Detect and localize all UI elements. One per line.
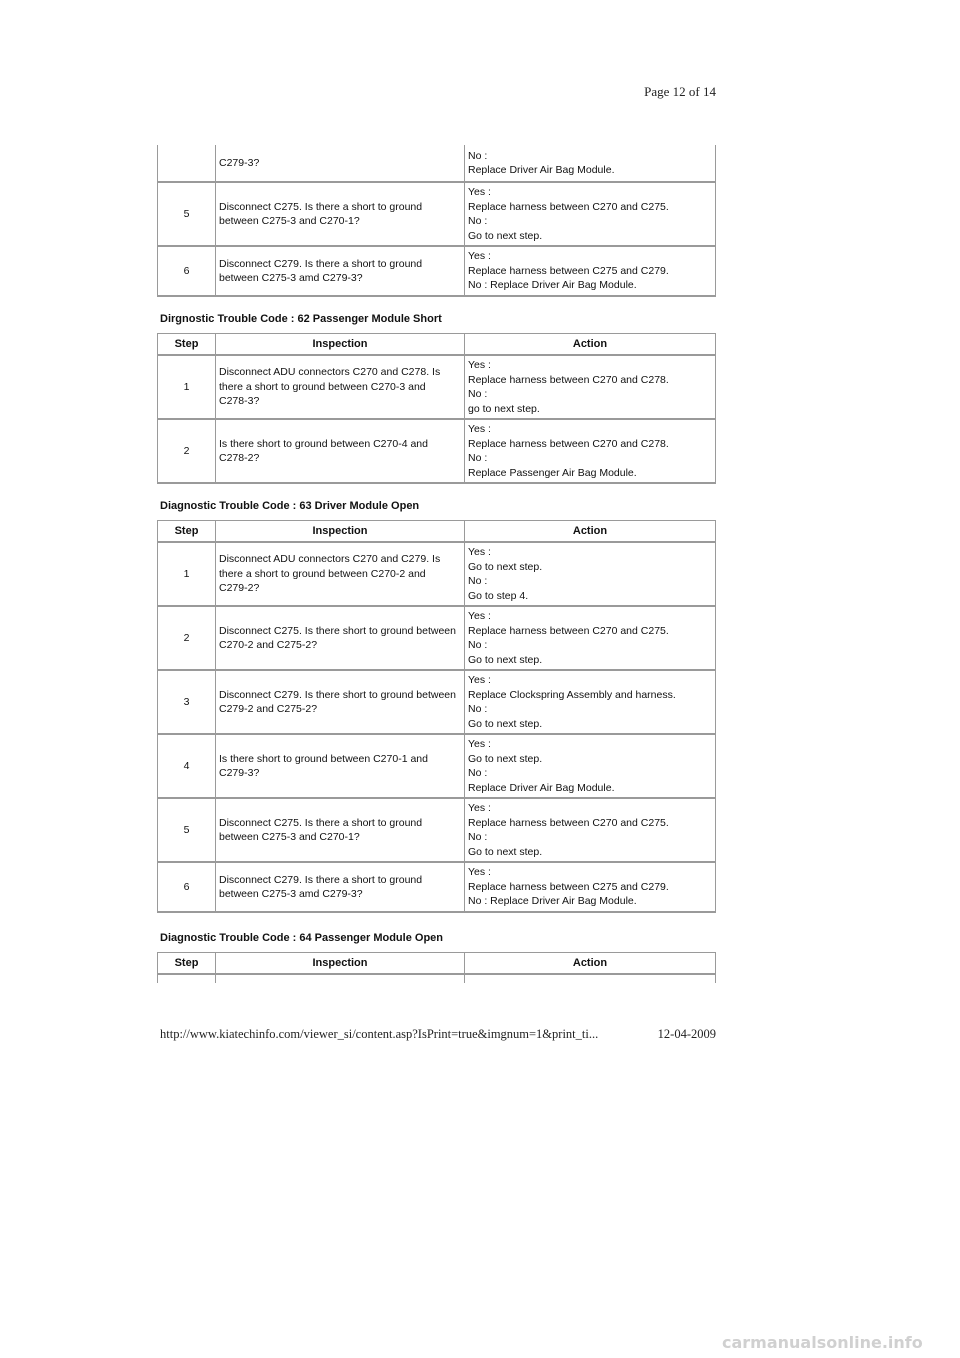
action-line: No : Replace Driver Air Bag Module. — [468, 279, 637, 292]
print-date: 12-04-2009 — [657, 1027, 716, 1041]
action-line: Yes : — [468, 866, 491, 879]
action-cell — [465, 145, 716, 182]
action-header: Action — [465, 334, 716, 356]
action-line: No : Replace Driver Air Bag Module. — [468, 895, 637, 908]
action-line: Replace Clockspring Assembly and harness. — [468, 688, 676, 701]
inspection-cell: Disconnect C279. Is there a short to ground between C275-3 amd C279-3? — [216, 862, 465, 912]
table-row — [158, 606, 716, 670]
action-line: Go to next step. — [468, 229, 543, 242]
inspection-cell — [216, 974, 465, 983]
table-row — [158, 355, 716, 419]
step-cell: 6 — [158, 246, 216, 296]
inspection-cell: Disconnect C275. Is there a short to ground between C275-3 and C270-1? — [216, 798, 465, 862]
action-cell — [465, 734, 716, 798]
action-line: No : — [468, 703, 488, 715]
inspection-cell: Disconnect C279. Is there short to ground between C279-2 and C275-2? — [216, 670, 465, 734]
action-line: No : — [468, 149, 488, 162]
action-line: Go to next step. — [468, 653, 543, 666]
action-line: Go to next step. — [468, 845, 543, 858]
action-line: Replace Passenger Air Bag Module. — [468, 466, 637, 479]
site-watermark: carmanualsonline.info — [722, 1333, 923, 1352]
table-row — [158, 145, 716, 182]
inspection-cell: C279-3? — [216, 145, 465, 182]
inspection-cell: Disconnect C275. Is there short to ground between C270-2 and C275-2? — [216, 606, 465, 670]
table-row — [158, 182, 716, 246]
table-row — [158, 734, 716, 798]
inspection-header: Inspection — [216, 334, 465, 356]
step-cell: 5 — [158, 798, 216, 862]
step-cell: 5 — [158, 182, 216, 246]
action-line: Yes : — [468, 186, 491, 198]
step-header: Step — [158, 521, 216, 543]
inspection-cell: Is there short to ground between C270-4 and C278-2? — [216, 419, 465, 483]
action-line: Go to step 4. — [468, 589, 529, 602]
page-footer — [160, 1027, 716, 1042]
inspection-header: Inspection — [216, 953, 465, 975]
action-cell — [465, 182, 716, 246]
action-line: Replace Driver Air Bag Module. — [468, 164, 615, 176]
page-number: Page 12 of 14 — [644, 84, 716, 99]
step-cell: 1 — [158, 355, 216, 419]
step-cell: 1 — [158, 542, 216, 606]
section-title-dtc-62: Dirgnostic Trouble Code : 62 Passenger Module Short — [160, 313, 442, 325]
action-cell — [465, 798, 716, 862]
action-line: Yes : — [468, 546, 491, 558]
action-cell — [465, 419, 716, 483]
table-header-row — [158, 521, 716, 543]
table-row — [158, 974, 716, 983]
inspection-cell: Disconnect ADU connectors C270 and C278. Is there a short to ground between C270-3 and C278-3? — [216, 355, 465, 419]
action-cell — [465, 974, 716, 983]
table-row — [158, 419, 716, 483]
action-line: Go to next step. — [468, 560, 543, 573]
action-line: Replace harness between C270 and C275. — [468, 816, 669, 829]
action-line: Yes : — [468, 674, 491, 686]
action-line: No : — [468, 767, 488, 779]
action-header: Action — [465, 521, 716, 543]
step-cell: 2 — [158, 606, 216, 670]
inspection-cell: Disconnect ADU connectors C270 and C279. Is there a short to ground between C270-2 and C279-2? — [216, 542, 465, 606]
action-line: Replace harness between C270 and C275. — [468, 624, 669, 637]
section-title-dtc-63: Diagnostic Trouble Code : 63 Driver Module Open — [160, 500, 420, 512]
action-line: Replace harness between C275 and C279. — [468, 880, 669, 893]
action-cell — [465, 355, 716, 419]
dtc-62-table — [157, 333, 716, 484]
step-cell: 3 — [158, 670, 216, 734]
action-line: go to next step. — [468, 402, 540, 415]
inspection-cell: Is there short to ground between C270-1 and C279-3? — [216, 734, 465, 798]
action-line: Replace harness between C270 and C275. — [468, 200, 669, 213]
step-cell — [158, 145, 216, 182]
source-url: http://www.kiatechinfo.com/viewer_si/content.asp?IsPrint=true&imgnum=1&print_ti... — [160, 1027, 599, 1041]
action-line: Yes : — [468, 359, 491, 371]
step-cell: 6 — [158, 862, 216, 912]
action-cell — [465, 862, 716, 912]
action-line: Replace harness between C270 and C278. — [468, 373, 669, 386]
action-line: Go to next step. — [468, 717, 543, 730]
action-line: No : — [468, 215, 488, 227]
action-line: No : — [468, 639, 488, 651]
action-line: Replace harness between C270 and C278. — [468, 437, 669, 450]
step-cell: 2 — [158, 419, 216, 483]
action-cell — [465, 542, 716, 606]
step-header: Step — [158, 953, 216, 975]
action-cell — [465, 670, 716, 734]
action-header: Action — [465, 953, 716, 975]
action-line: No : — [468, 388, 488, 400]
action-line: No : — [468, 575, 488, 587]
step-cell — [158, 974, 216, 983]
continued-table — [157, 145, 716, 297]
action-line: Yes : — [468, 610, 491, 622]
table-header-row — [158, 334, 716, 356]
table-row — [158, 670, 716, 734]
inspection-cell: Disconnect C279. Is there a short to ground between C275-3 amd C279-3? — [216, 246, 465, 296]
dtc-64-table — [157, 952, 716, 983]
table-row — [158, 862, 716, 912]
inspection-cell: Disconnect C275. Is there a short to ground between C275-3 and C270-1? — [216, 182, 465, 246]
step-cell: 4 — [158, 734, 216, 798]
section-title-dtc-64: Diagnostic Trouble Code : 64 Passenger Module Open — [160, 932, 443, 944]
action-line: No : — [468, 452, 488, 464]
action-line: No : — [468, 831, 488, 843]
table-row — [158, 542, 716, 606]
inspection-header: Inspection — [216, 521, 465, 543]
step-header: Step — [158, 334, 216, 356]
dtc-63-table — [157, 520, 716, 913]
document-content — [157, 145, 715, 983]
table-row — [158, 246, 716, 296]
action-line: Replace harness between C275 and C279. — [468, 264, 669, 277]
action-cell — [465, 606, 716, 670]
action-line: Replace Driver Air Bag Module. — [468, 781, 615, 794]
action-line: Yes : — [468, 802, 491, 814]
action-line: Yes : — [468, 738, 491, 750]
action-line: Yes : — [468, 423, 491, 435]
action-line: Yes : — [468, 250, 491, 263]
action-line: Go to next step. — [468, 752, 543, 765]
table-row — [158, 798, 716, 862]
action-cell — [465, 246, 716, 296]
table-header-row — [158, 953, 716, 975]
